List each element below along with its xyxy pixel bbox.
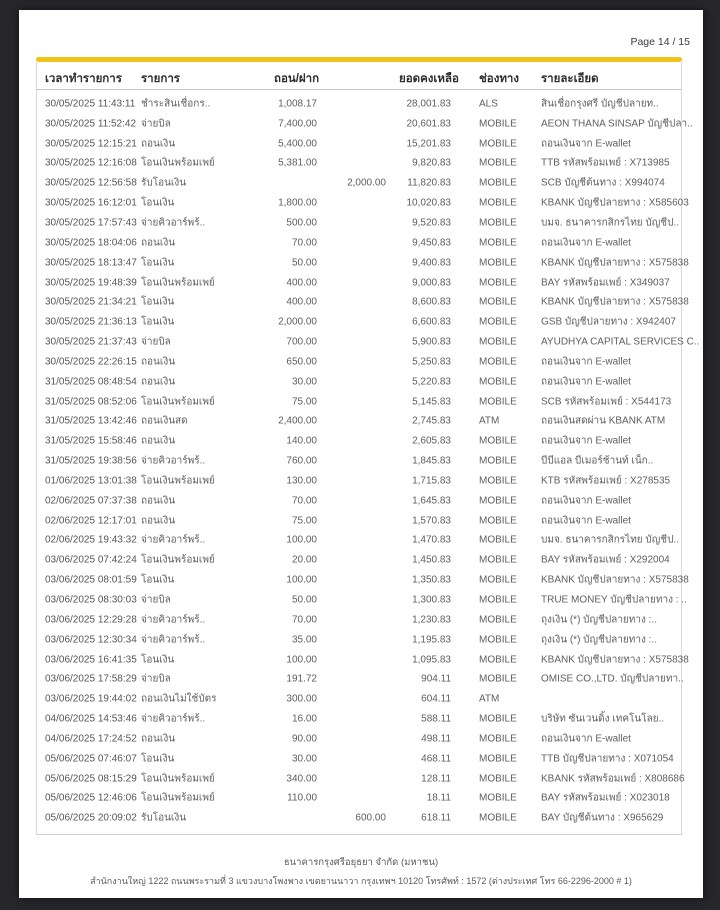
cell-time: 31/05/2025 19:38:56: [45, 455, 137, 467]
table-row: [37, 233, 681, 253]
cell-channel: MOBILE: [479, 773, 517, 785]
footer-bank-name: ธนาคารกรุงศรีอยุธยา จำกัด (มหาชน): [283, 857, 439, 868]
cell-detail: KBANK บัญชีปลายทาง : X585603: [541, 197, 689, 209]
cell-detail: ถอนเงินจาก E-wallet: [541, 356, 631, 368]
cell-balance: 618.11: [421, 812, 451, 824]
cell-description: ชำระสินเชื่อกร..: [141, 98, 211, 110]
cell-balance: 1,570.83: [412, 515, 451, 527]
cell-detail: ถุงเงิน (*) บัญชีปลายทาง :..: [541, 614, 657, 626]
cell-time: 30/05/2025 12:16:08: [45, 157, 137, 169]
cell-balance: 6,600.83: [412, 316, 451, 328]
cell-withdraw: 2,400.00: [278, 415, 317, 427]
cell-description: โอนเงินพร้อมเพย์: [141, 157, 215, 169]
cell-description: โอนเงิน: [141, 654, 175, 666]
cell-balance: 18.11: [426, 792, 451, 804]
cell-detail: AEON THANA SINSAP บัญชีปลา..: [541, 118, 693, 130]
cell-time: 30/05/2025 19:48:39: [45, 277, 137, 289]
cell-channel: MOBILE: [479, 673, 517, 685]
cell-withdraw: 340.00: [286, 773, 317, 785]
cell-description: จ่ายคิวอาร์พร้..: [141, 634, 206, 646]
cell-description: จ่ายบิล: [141, 118, 171, 130]
cell-detail: SCB บัญชีต้นทาง : X994074: [541, 177, 665, 189]
cell-detail: TTB รหัสพร้อมเพย์ : X713985: [541, 157, 670, 169]
cell-withdraw: 2,000.00: [278, 316, 317, 328]
cell-time: 30/05/2025 21:36:13: [45, 316, 137, 328]
cell-time: 05/06/2025 12:46:06: [45, 792, 137, 804]
footer-bank-address: สำนักงานใหญ่ 1222 ถนนพระรามที่ 3 แขวงบางโพงพาง เขตยานนาวา กรุงเทพฯ 10120 โทรศัพท์ : 1572 (ต่างประเทศ โทร 66-2296-2000 # 1): [90, 876, 632, 886]
table-rows: [37, 90, 700, 834]
cell-balance: 904.11: [421, 673, 451, 685]
transactions-table: [36, 57, 700, 835]
cell-description: โอนเงินพร้อมเพย์: [141, 475, 215, 487]
cell-description: ถอนเงิน: [141, 138, 176, 150]
cell-balance: 1,095.83: [412, 654, 451, 666]
cell-withdraw: 500.00: [286, 217, 317, 229]
column-header-item: รายการ: [141, 73, 180, 85]
cell-balance: 604.11: [421, 693, 451, 705]
table-row: [37, 689, 681, 709]
table-row: [37, 392, 681, 412]
cell-withdraw: 75.00: [291, 396, 317, 408]
cell-withdraw: 110.00: [287, 792, 317, 804]
table-row: [37, 134, 681, 154]
cell-channel: MOBILE: [479, 217, 517, 229]
table-header-row: [37, 62, 681, 90]
table-row: [37, 94, 681, 114]
cell-description: โอนเงิน: [141, 257, 175, 269]
table-row: [37, 332, 700, 352]
cell-description: จ่ายบิล: [141, 673, 171, 685]
cell-detail: ถอนเงินจาก E-wallet: [541, 495, 631, 507]
table-row: [37, 590, 687, 610]
cell-balance: 498.11: [421, 733, 451, 745]
table-row: [37, 550, 681, 570]
cell-detail: SCB รหัสพร้อมเพย์ : X544173: [541, 396, 672, 408]
cell-time: 05/06/2025 08:15:29: [45, 773, 137, 785]
cell-channel: MOBILE: [479, 157, 517, 169]
cell-channel: MOBILE: [479, 376, 517, 388]
cell-description: ถอนเงิน: [141, 376, 176, 388]
cell-balance: 1,645.83: [412, 495, 451, 507]
cell-channel: ATM: [479, 693, 500, 705]
cell-time: 31/05/2025 13:42:46: [45, 415, 137, 427]
cell-detail: ถอนเงินจาก E-wallet: [541, 435, 631, 447]
cell-description: ถอนเงิน: [141, 237, 176, 249]
cell-description: โอนเงินพร้อมเพย์: [141, 554, 215, 566]
cell-description: โอนเงินพร้อมเพย์: [141, 792, 215, 804]
cell-channel: MOBILE: [479, 118, 517, 130]
cell-description: โอนเงิน: [141, 753, 175, 765]
cell-time: 02/06/2025 12:17:01: [45, 515, 137, 527]
cell-time: 30/05/2025 21:34:21: [45, 296, 137, 308]
cell-time: 03/06/2025 08:30:03: [45, 594, 137, 606]
cell-description: รับโอนเงิน: [141, 812, 187, 824]
table-row: [37, 650, 689, 670]
cell-detail: ถอนเงินสดผ่าน KBANK ATM: [541, 415, 666, 427]
cell-withdraw: 400.00: [286, 277, 317, 289]
cell-description: ถอนเงิน: [141, 515, 176, 527]
table-row: [37, 273, 681, 293]
column-header-balance: ยอดคงเหลือ: [399, 73, 459, 85]
cell-withdraw: 20.00: [291, 554, 317, 566]
table-row: [37, 412, 681, 432]
cell-time: 30/05/2025 22:26:15: [45, 356, 137, 368]
cell-detail: AYUDHYA CAPITAL SERVICES C..: [541, 336, 700, 348]
cell-description: ถอนเงินสด: [141, 415, 188, 427]
cell-channel: MOBILE: [479, 177, 517, 189]
cell-description: ถอนเงิน: [141, 356, 176, 368]
cell-withdraw: 16.00: [291, 713, 317, 725]
cell-time: 30/05/2025 18:13:47: [45, 257, 137, 269]
table-row: [37, 749, 681, 769]
cell-withdraw: 100.00: [286, 654, 317, 666]
cell-withdraw: 300.00: [286, 693, 317, 705]
cell-description: ถอนเงินไม่ใช้บัตร: [141, 693, 217, 705]
table-row: [37, 531, 681, 551]
cell-balance: 1,230.83: [412, 614, 451, 626]
cell-description: จ่ายบิล: [141, 594, 171, 606]
cell-time: 02/06/2025 07:37:38: [45, 495, 137, 507]
table-row: [37, 669, 684, 689]
table-row: [37, 570, 689, 590]
cell-withdraw: 5,381.00: [278, 157, 317, 169]
table-row: [37, 808, 681, 828]
cell-channel: MOBILE: [479, 792, 517, 804]
cell-balance: 2,745.83: [412, 415, 451, 427]
table-row: [37, 253, 689, 273]
cell-detail: ถุงเงิน (*) บัญชีปลายทาง :..: [541, 634, 657, 646]
cell-balance: 1,470.83: [412, 534, 451, 546]
cell-withdraw: 400.00: [286, 296, 317, 308]
cell-time: 04/06/2025 14:53:46: [45, 713, 137, 725]
cell-detail: KBANK รหัสพร้อมเพย์ : X808686: [541, 773, 685, 785]
cell-channel: MOBILE: [479, 594, 517, 606]
cell-channel: MOBILE: [479, 475, 517, 487]
cell-time: 31/05/2025 08:48:54: [45, 376, 137, 388]
cell-time: 31/05/2025 15:58:46: [45, 435, 137, 447]
cell-detail: ถอนเงินจาก E-wallet: [541, 733, 631, 745]
cell-time: 05/06/2025 20:09:02: [45, 812, 137, 824]
cell-description: โอนเงิน: [141, 574, 175, 586]
cell-withdraw: 700.00: [286, 336, 317, 348]
cell-channel: MOBILE: [479, 257, 517, 269]
cell-description: จ่ายคิวอาร์พร้..: [141, 534, 206, 546]
table-row: [37, 114, 693, 134]
cell-withdraw: 140.00: [286, 435, 317, 447]
cell-detail: KTB รหัสพร้อมเพย์ : X278535: [541, 475, 671, 487]
cell-detail: OMISE CO.,LTD. บัญชีปลายทา..: [541, 673, 684, 685]
cell-detail: บมจ. ธนาคารกสิกรไทย บัญชีป..: [541, 217, 679, 229]
cell-detail: KBANK บัญชีปลายทาง : X575838: [541, 574, 689, 586]
cell-balance: 1,845.83: [412, 455, 451, 467]
cell-detail: BAY รหัสพร้อมเพย์ : X349037: [541, 277, 670, 289]
cell-description: โอนเงินพร้อมเพย์: [141, 277, 215, 289]
cell-time: 03/06/2025 16:41:35: [45, 654, 137, 666]
cell-balance: 1,195.83: [412, 634, 451, 646]
cell-deposit: 2,000.00: [347, 177, 386, 189]
cell-channel: MOBILE: [479, 495, 517, 507]
cell-withdraw: 760.00: [286, 455, 317, 467]
column-header-channel: ช่องทาง: [479, 73, 519, 85]
table-row: [37, 292, 689, 312]
cell-channel: MOBILE: [479, 733, 517, 745]
cell-channel: MOBILE: [479, 138, 517, 150]
table-row: [37, 431, 681, 451]
cell-withdraw: 90.00: [291, 733, 317, 745]
cell-withdraw: 191.72: [286, 673, 317, 685]
cell-balance: 128.11: [421, 773, 451, 785]
cell-description: รับโอนเงิน: [141, 177, 187, 189]
cell-balance: 9,400.83: [412, 257, 451, 269]
cell-description: โอนเงิน: [141, 296, 175, 308]
cell-balance: 2,605.83: [412, 435, 451, 447]
cell-withdraw: 5,400.00: [278, 138, 317, 150]
cell-balance: 8,600.83: [412, 296, 451, 308]
table-row: [37, 491, 681, 511]
table-row: [37, 789, 681, 809]
table-body-box: [36, 62, 700, 835]
cell-detail: ถอนเงินจาก E-wallet: [541, 138, 631, 150]
cell-channel: MOBILE: [479, 237, 517, 249]
cell-detail: สินเชื่อกรุงศรี บัญชีปลายท..: [541, 98, 659, 110]
cell-channel: MOBILE: [479, 812, 517, 824]
cell-withdraw: 50.00: [291, 594, 317, 606]
cell-detail: บริษัท ซันเวนดิ้ง เทคโนโลย..: [541, 713, 665, 725]
cell-description: จ่ายคิวอาร์พร้..: [141, 455, 206, 467]
cell-time: 30/05/2025 21:37:43: [45, 336, 137, 348]
cell-time: 05/06/2025 07:46:07: [45, 753, 137, 765]
cell-balance: 11,820.83: [407, 177, 451, 189]
cell-channel: MOBILE: [479, 515, 517, 527]
cell-channel: ALS: [479, 98, 498, 110]
cell-channel: ATM: [479, 415, 500, 427]
cell-detail: BAY บัญชีต้นทาง : X965629: [541, 812, 664, 824]
cell-balance: 468.11: [421, 753, 451, 765]
cell-withdraw: 70.00: [291, 614, 317, 626]
table-row: [37, 352, 681, 372]
cell-balance: 9,520.83: [412, 217, 451, 229]
cell-withdraw: 1,800.00: [278, 197, 317, 209]
cell-balance: 9,000.83: [412, 277, 451, 289]
cell-balance: 20,601.83: [406, 118, 451, 130]
table-row: [37, 312, 681, 332]
column-header-amount: ถอน/ฝาก: [274, 73, 320, 85]
column-header-detail: รายละเอียด: [541, 73, 599, 85]
cell-description: จ่ายคิวอาร์พร้..: [141, 614, 206, 626]
cell-withdraw: 70.00: [291, 237, 317, 249]
cell-withdraw: 130.00: [286, 475, 317, 487]
cell-withdraw: 650.00: [286, 356, 317, 368]
table-row: [37, 372, 681, 392]
cell-time: 03/06/2025 07:42:24: [45, 554, 137, 566]
table-row: [37, 213, 681, 233]
cell-channel: MOBILE: [479, 654, 517, 666]
cell-balance: 5,145.83: [412, 396, 451, 408]
cell-description: โอนเงินพร้อมเพย์: [141, 773, 215, 785]
table-row: [37, 709, 681, 729]
cell-balance: 5,900.83: [412, 336, 451, 348]
cell-time: 03/06/2025 08:01:59: [45, 574, 137, 586]
cell-balance: 9,820.83: [412, 157, 451, 169]
cell-description: จ่ายคิวอาร์พร้..: [141, 713, 206, 725]
cell-withdraw: 100.00: [286, 574, 317, 586]
cell-detail: บมจ. ธนาคารกสิกรไทย บัญชีป..: [541, 534, 679, 546]
table-row: [37, 193, 689, 213]
cell-withdraw: 30.00: [291, 376, 317, 388]
cell-time: 04/06/2025 17:24:52: [45, 733, 137, 745]
cell-channel: MOBILE: [479, 296, 517, 308]
cell-description: ถอนเงิน: [141, 435, 176, 447]
cell-channel: MOBILE: [479, 277, 517, 289]
page-number: Page 14 / 15: [630, 36, 690, 48]
cell-balance: 1,350.83: [412, 574, 451, 586]
table-row: [37, 173, 681, 193]
cell-time: 31/05/2025 08:52:06: [45, 396, 137, 408]
cell-description: โอนเงิน: [141, 316, 175, 328]
cell-channel: MOBILE: [479, 634, 517, 646]
cell-withdraw: 50.00: [291, 257, 317, 269]
cell-detail: ถอนเงินจาก E-wallet: [541, 376, 631, 388]
cell-balance: 1,715.83: [412, 475, 451, 487]
cell-balance: 15,201.83: [406, 138, 451, 150]
table-row: [37, 154, 681, 174]
cell-withdraw: 7,400.00: [278, 118, 317, 130]
cell-detail: GSB บัญชีปลายทาง : X942407: [541, 316, 676, 328]
cell-detail: KBANK บัญชีปลายทาง : X575838: [541, 257, 689, 269]
cell-time: 03/06/2025 19:44:02: [45, 693, 137, 705]
cell-balance: 588.11: [421, 713, 451, 725]
cell-channel: MOBILE: [479, 574, 517, 586]
cell-time: 30/05/2025 17:57:43: [45, 217, 137, 229]
cell-withdraw: 1,008.17: [278, 98, 317, 110]
cell-detail: บีบีแอล บีเมอร์ช้านท์ เน็ก..: [541, 455, 654, 467]
cell-balance: 1,450.83: [412, 554, 451, 566]
cell-detail: ถอนเงินจาก E-wallet: [541, 515, 631, 527]
cell-channel: MOBILE: [479, 614, 517, 626]
statement-page: [19, 10, 703, 898]
cell-channel: MOBILE: [479, 336, 517, 348]
table-row: [37, 630, 681, 650]
cell-channel: MOBILE: [479, 455, 517, 467]
table-row: [37, 511, 681, 531]
cell-detail: ถอนเงินจาก E-wallet: [541, 237, 631, 249]
cell-deposit: 600.00: [355, 812, 386, 824]
cell-detail: BAY รหัสพร้อมเพย์ : X023018: [541, 792, 670, 804]
cell-channel: MOBILE: [479, 753, 517, 765]
cell-description: ถอนเงิน: [141, 733, 176, 745]
cell-detail: KBANK บัญชีปลายทาง : X575838: [541, 654, 689, 666]
cell-channel: MOBILE: [479, 713, 517, 725]
cell-channel: MOBILE: [479, 396, 517, 408]
cell-withdraw: 75.00: [291, 515, 317, 527]
cell-time: 30/05/2025 11:52:42: [45, 118, 137, 130]
cell-time: 30/05/2025 16:12:01: [45, 197, 137, 209]
cell-channel: MOBILE: [479, 197, 517, 209]
cell-withdraw: 70.00: [291, 495, 317, 507]
cell-withdraw: 30.00: [291, 753, 317, 765]
cell-withdraw: 100.00: [286, 534, 317, 546]
cell-time: 03/06/2025 12:29:28: [45, 614, 137, 626]
cell-detail: KBANK บัญชีปลายทาง : X575838: [541, 296, 689, 308]
cell-time: 03/06/2025 17:58:29: [45, 673, 137, 685]
cell-withdraw: 35.00: [291, 634, 317, 646]
cell-time: 30/05/2025 18:04:06: [45, 237, 137, 249]
cell-balance: 28,001.83: [406, 98, 451, 110]
cell-time: 02/06/2025 19:43:32: [45, 534, 137, 546]
cell-description: ถอนเงิน: [141, 495, 176, 507]
cell-detail: TRUE MONEY บัญชีปลายทาง : ..: [541, 594, 687, 606]
cell-channel: MOBILE: [479, 534, 517, 546]
table-row: [37, 610, 681, 630]
cell-time: 30/05/2025 11:43:11: [45, 98, 136, 110]
cell-detail: BAY รหัสพร้อมเพย์ : X292004: [541, 554, 670, 566]
cell-channel: MOBILE: [479, 435, 517, 447]
cell-channel: MOBILE: [479, 316, 517, 328]
cell-time: 01/06/2025 13:01:38: [45, 475, 137, 487]
column-header-time: เวลาทำรายการ: [45, 73, 122, 85]
table-row: [37, 451, 681, 471]
cell-time: 30/05/2025 12:15:21: [45, 138, 137, 150]
cell-description: โอนเงิน: [141, 197, 175, 209]
cell-time: 03/06/2025 12:30:34: [45, 634, 137, 646]
cell-channel: MOBILE: [479, 356, 517, 368]
table-row: [37, 471, 681, 491]
cell-channel: MOBILE: [479, 554, 517, 566]
cell-balance: 5,220.83: [412, 376, 451, 388]
cell-balance: 10,020.83: [406, 197, 451, 209]
table-row: [37, 769, 685, 789]
cell-balance: 5,250.83: [412, 356, 451, 368]
cell-time: 30/05/2025 12:56:58: [45, 177, 137, 189]
table-row: [37, 729, 681, 749]
cell-description: จ่ายบิล: [141, 336, 171, 348]
cell-detail: TTB บัญชีปลายทาง : X071054: [541, 753, 674, 765]
cell-balance: 9,450.83: [412, 237, 451, 249]
cell-description: จ่ายคิวอาร์พร้..: [141, 217, 206, 229]
cell-description: โอนเงินพร้อมเพย์: [141, 396, 215, 408]
cell-balance: 1,300.83: [412, 594, 451, 606]
